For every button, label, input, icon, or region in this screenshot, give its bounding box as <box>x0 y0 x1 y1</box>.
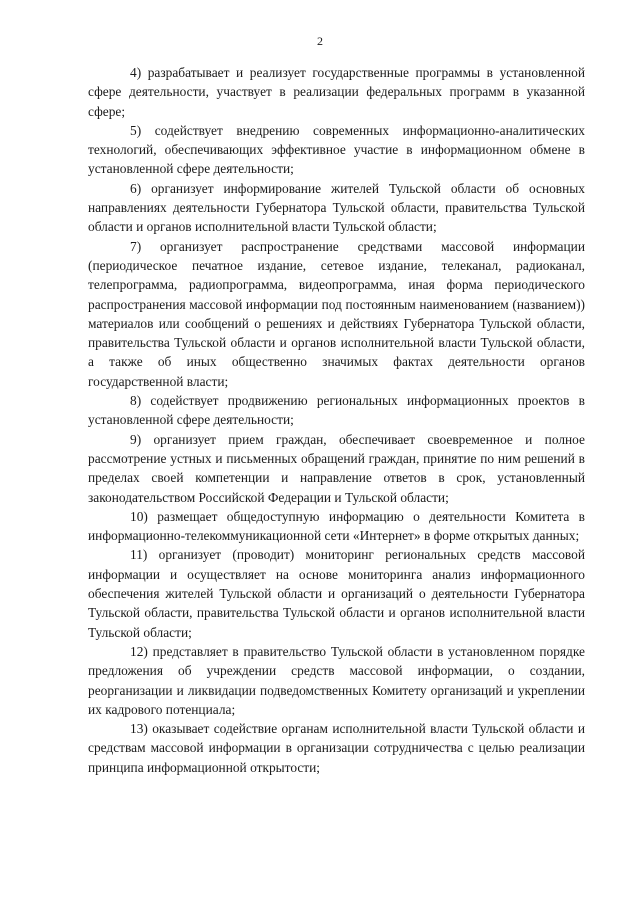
clause-9: 9) организует прием граждан, обеспечивает своевременное и полное рассмотрение устных и письменных обращений граждан, принятие по ним решений в пределах своей компетенции и направление ответов в срок, установленный законодательством Российской Федерации и Тульской области; <box>88 431 585 505</box>
clause-10: 10) размещает общедоступную информацию о деятельности Комитета в информационно-телекоммуникационной сети «Интернет» в форме открытых данных; <box>88 508 585 544</box>
clause-7: 7) организует распространение средствами массовой информации (периодическое печатное издание, сетевое издание, телеканал, радиоканал, телепрограмма, радиопрограмма, видеопрограмма, иная форма периодического распространения массовой информации под постоянным наименованием (названием)) материалов или сообщений о решениях и действиях Губернатора Тульской области, правительства Тульской области и органов исполнительной власти Тульской области, а также об иных общественно значимых фактах деятельности органов государственной власти; <box>88 238 585 389</box>
clause-12: 12) представляет в правительство Тульской области в установленном порядке предложения об учреждении средств массовой информации, о создании, реорганизации и ликвидации подведомственных Комитету организаций и укреплении их кадрового потенциала; <box>88 643 585 717</box>
clause-4: 4) разрабатывает и реализует государственные программы в установленной сфере деятельности, участвует в реализации федеральных программ в указанной сфере; <box>88 65 585 119</box>
clause-13: 13) оказывает содействие органам исполнительной власти Тульской области и средствам массовой информации в организации сотрудничества с целью реализации принципа информационной открытости; <box>88 721 585 775</box>
page-number: 2 <box>317 34 323 48</box>
document-body <box>88 63 585 777</box>
clause-11: 11) организует (проводит) мониторинг региональных средств массовой информации и осуществляет на основе мониторинга анализ информационного обеспечения жителей Тульской области и организаций о деятельности Губернатора Тульской области, правительства Тульской области и органов исполнительной власти Тульской области; <box>88 547 585 640</box>
clause-6: 6) организует информирование жителей Тульской области об основных направлениях деятельности Губернатора Тульской области, правительства Тульской области и органов исполнительной власти Тульской области; <box>88 180 585 235</box>
clause-8: 8) содействует продвижению региональных информационных проектов в установленной сфере деятельности; <box>88 393 585 428</box>
clause-5: 5) содействует внедрению современных информационно-аналитических технологий, обеспечивающих эффективное участие в информационном обмене в установленной сфере деятельности; <box>88 122 585 177</box>
